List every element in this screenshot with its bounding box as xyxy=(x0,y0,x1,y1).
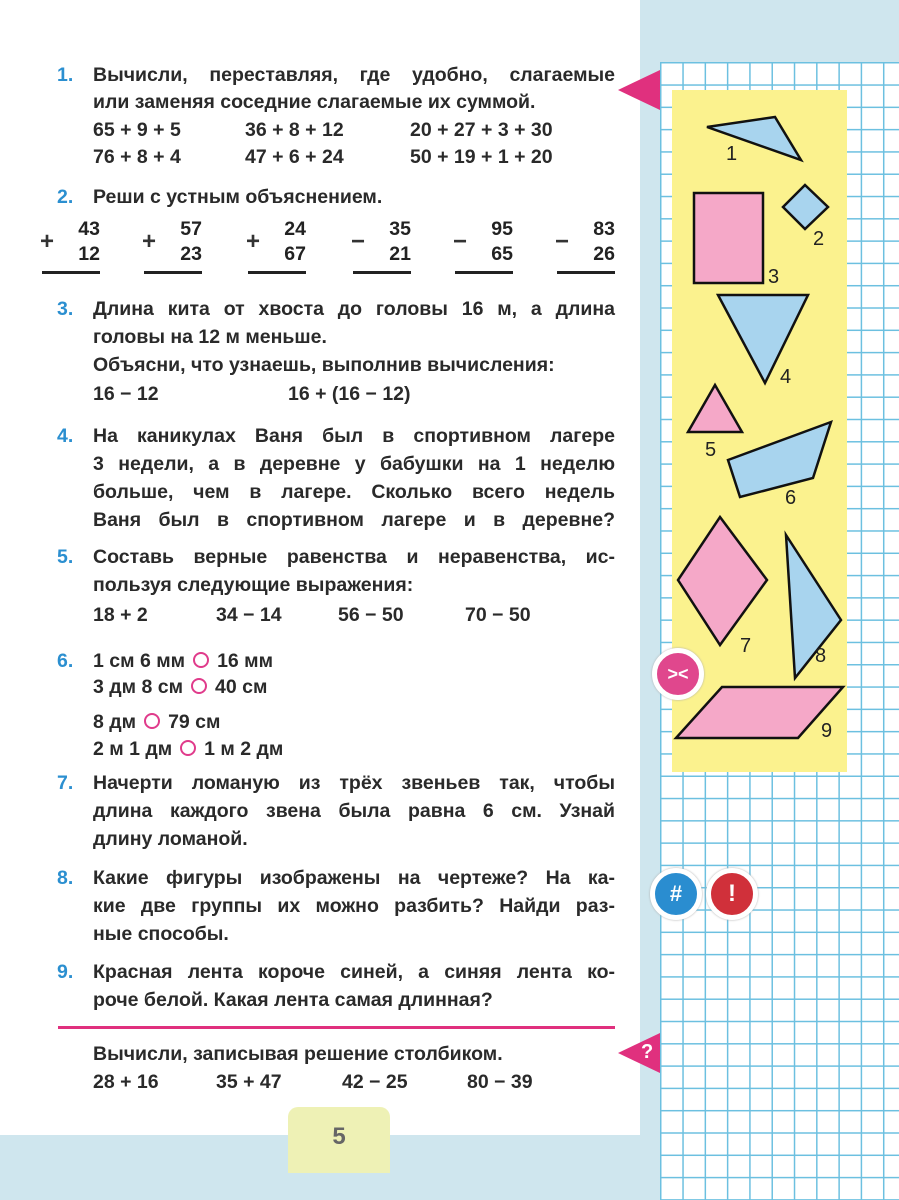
comparison: 3 дм 8 см 40 см xyxy=(93,676,268,698)
column-problem: − 95 65 xyxy=(453,217,513,267)
problem-text: длину ломаной. xyxy=(93,828,248,850)
question-icon: ? xyxy=(641,1041,654,1063)
expression: 56 − 50 xyxy=(338,604,404,626)
column-problem: + 24 67 xyxy=(246,217,306,267)
problem-number: 7. xyxy=(57,772,74,794)
figure-label: 7 xyxy=(740,635,752,657)
expression: 80 − 39 xyxy=(467,1071,533,1093)
divider xyxy=(58,1026,615,1029)
expression: 65 + 9 + 5 xyxy=(93,119,181,141)
problem-text: больше, чем в лагере. Сколько всего недель xyxy=(93,481,615,503)
grid-icon: # xyxy=(650,868,702,920)
comparison: 2 м 1 дм 1 м 2 дм xyxy=(93,738,284,760)
figure-label: 6 xyxy=(785,487,797,509)
expression: 16 + (16 − 12) xyxy=(288,383,411,405)
comparison: 1 см 6 мм 16 мм xyxy=(93,650,274,672)
expression: 34 − 14 xyxy=(216,604,282,626)
column-problem: + 43 12 xyxy=(40,217,100,267)
figure-label: 8 xyxy=(815,645,827,667)
problem-number: 8. xyxy=(57,867,74,889)
problem-text: 3 недели, а в деревне у бабушки на 1 неделю xyxy=(93,453,615,475)
figure-9-parallelogram xyxy=(676,687,843,738)
figure-label: 2 xyxy=(813,228,825,250)
problem-text: На каникулах Ваня был в спортивном лагере xyxy=(93,425,615,447)
expression: 70 − 50 xyxy=(465,604,531,626)
problem-number: 2. xyxy=(57,186,74,208)
compare-circle[interactable] xyxy=(180,740,196,756)
pointer-arrow xyxy=(618,70,660,110)
problem-number: 5. xyxy=(57,546,74,568)
expression: 18 + 2 xyxy=(93,604,148,626)
problem-text: ные способы. xyxy=(93,923,229,945)
figure-5-triangle xyxy=(688,385,742,432)
problem-text: роче белой. Какая лента самая длинная? xyxy=(93,989,493,1011)
problem-text: Реши с устным объяснением. xyxy=(93,186,383,208)
figure-label: 3 xyxy=(768,266,780,288)
problem-text: пользуя следующие выражения: xyxy=(93,574,414,596)
problem-text: кие две группы их можно разбить? Найди раз- xyxy=(93,895,615,917)
figure-label: 4 xyxy=(780,366,792,388)
problem-text: головы на 12 м меньше. xyxy=(93,326,327,348)
expression: 35 + 47 xyxy=(216,1071,282,1093)
figure-label: 5 xyxy=(705,439,717,461)
expression: 76 + 8 + 4 xyxy=(93,146,181,168)
expression: 28 + 16 xyxy=(93,1071,159,1093)
problem-text: Длина кита от хвоста до головы 16 м, а длина xyxy=(93,298,615,320)
problem-number: 3. xyxy=(57,298,74,320)
problem-text: Объясни, что узнаешь, выполнив вычисления: xyxy=(93,354,555,376)
problem-text: Составь верные равенства и неравенства, ис- xyxy=(93,546,615,568)
expression: 16 − 12 xyxy=(93,383,159,405)
page-number: 5 xyxy=(288,1107,390,1173)
figure-8-triangle xyxy=(786,535,841,678)
problem-number: 1. xyxy=(57,64,74,86)
problem-text: Красная лента короче синей, а синяя лента ко- xyxy=(93,961,615,983)
compare-icon: >< xyxy=(652,648,704,700)
comparison: 8 дм 79 см xyxy=(93,711,221,733)
figure-2-square xyxy=(783,185,828,229)
figure-1-triangle xyxy=(707,117,801,160)
figure-7-rhombus xyxy=(678,517,767,645)
problem-text: Какие фигуры изображены на чертеже? На ка- xyxy=(93,867,615,889)
expression: 47 + 6 + 24 xyxy=(245,146,344,168)
figure-label: 1 xyxy=(726,143,738,165)
attention-icon: ! xyxy=(706,868,758,920)
problem-text: Начерти ломаную из трёх звеньев так, чтобы xyxy=(93,772,615,794)
problem-number: 6. xyxy=(57,650,74,672)
problem-text: Ваня был в спортивном лагере и в деревне? xyxy=(93,509,615,531)
figure-3-rectangle xyxy=(694,193,763,283)
problem-number: 9. xyxy=(57,961,74,983)
expression: 20 + 27 + 3 + 30 xyxy=(410,119,553,141)
column-problem: + 57 23 xyxy=(142,217,202,267)
expression: 50 + 19 + 1 + 20 xyxy=(410,146,553,168)
figure-4-triangle xyxy=(718,295,808,383)
figure-label: 9 xyxy=(821,720,833,742)
compare-circle[interactable] xyxy=(144,713,160,729)
column-problem: − 83 26 xyxy=(555,217,615,267)
question-pointer xyxy=(618,1033,660,1073)
problem-text: длина каждого звена была равна 6 см. Узнай xyxy=(93,800,615,822)
expression: 36 + 8 + 12 xyxy=(245,119,344,141)
expression: 42 − 25 xyxy=(342,1071,408,1093)
problem-text: Вычисли, переставляя, где удобно, слагаемые xyxy=(93,64,615,86)
extra-task-title: Вычисли, записывая решение столбиком. xyxy=(93,1043,503,1065)
compare-circle[interactable] xyxy=(193,652,209,668)
problem-number: 4. xyxy=(57,425,74,447)
problem-text: или заменяя соседние слагаемые их суммой. xyxy=(93,91,536,113)
compare-circle[interactable] xyxy=(191,678,207,694)
column-problem: − 35 21 xyxy=(351,217,411,267)
